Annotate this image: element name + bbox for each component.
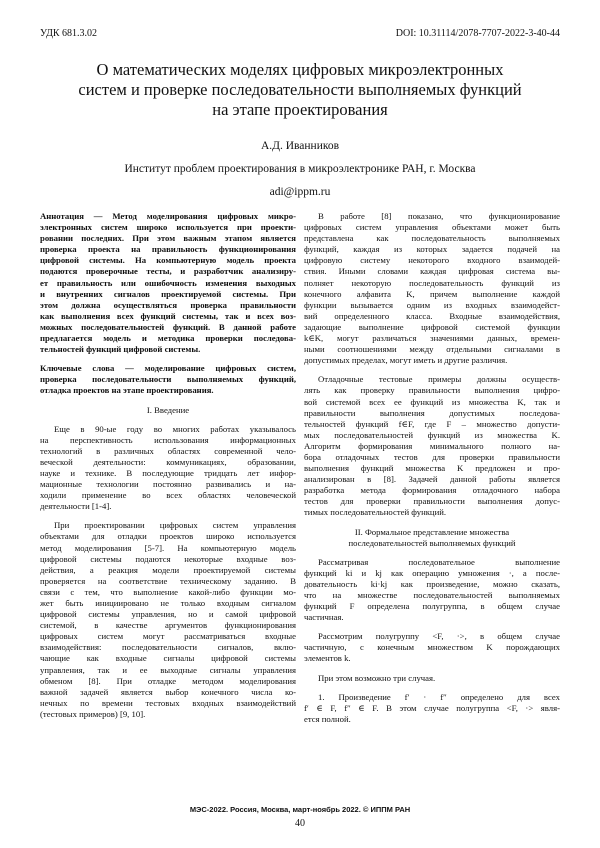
text-line: Рассматривая последовательное выполнение: [318, 556, 560, 567]
text-line: функций ki и kj как операцию умножения ·, а после-: [304, 567, 560, 578]
text-line: электронных систем широко используется при проекти-: [40, 222, 296, 233]
text-line: выполнения функций множества K предложен и про-: [304, 463, 560, 474]
text-line: обменом [8]. При отладке методом моделирования: [40, 675, 296, 686]
text-line: проверка проекта на правильность функционирования: [40, 244, 296, 255]
paragraph-gap: [40, 397, 296, 405]
text-line: тельностей функций f∈F, где F – множество допусти-: [304, 418, 560, 429]
udk-code: УДК 681.3.02: [40, 28, 98, 39]
section-heading: I. Введение: [146, 404, 190, 415]
text-line: системой, в качестве аргументов функционирования: [40, 620, 296, 631]
text-line: проверяется на соответствие техническому заданию. В: [40, 575, 296, 586]
text-line: вий определенного класса. Входные взаимодействия,: [304, 310, 560, 321]
text-line: цифровой системы подаются некоторые входные воз-: [40, 553, 296, 564]
text-line: на перспективность использования информационных: [40, 434, 296, 445]
author: А.Д. Иванников: [260, 140, 340, 152]
paragraph-gap: [40, 355, 296, 363]
text-line: допустимых пределах, могут иметь и другие различия.: [304, 355, 508, 366]
text-line: (тестовых примеров) [9, 10].: [40, 708, 146, 719]
text-line: довательность ki·kj как произведение, можно сказать,: [304, 578, 560, 589]
text-line: цифровых систем управления объектами может быть: [304, 222, 560, 233]
paragraph-gap: [40, 512, 296, 520]
paper-title: [40, 60, 560, 120]
text-line: элементов k.: [304, 653, 351, 664]
author-email[interactable]: adi@ippm.ru: [269, 186, 331, 198]
text-line: цифровой системы. На компьютерную модель проекта: [40, 255, 296, 266]
text-line: связи с тем, что выполнение какой-либо функции мо-: [40, 586, 296, 597]
paragraph-gap: [304, 549, 560, 557]
paragraph-gap: [304, 366, 560, 374]
text-line: мационные технологии постоянно развивались и на-: [40, 479, 296, 490]
text-line: ходили применение во всех областях человеческой: [40, 490, 296, 501]
text-line: проверка последовательности выполняемых функций,: [40, 374, 296, 385]
text-line: При этом возможно три случая.: [318, 672, 436, 683]
text-line: деятельности [1-4].: [40, 501, 112, 512]
doi: DOI: 10.31114/2078-7707-2022-3-40-44: [395, 28, 560, 39]
text-line: функций F определена полугруппа, в общем случае: [304, 601, 560, 612]
text-line: жет быть инициировано не только входным сигналом: [40, 598, 296, 608]
text-line: тимых последовательностей функций.: [304, 507, 447, 518]
text-line: ствия. Иными словами каждая цифровая система вы-: [304, 266, 560, 277]
text-line: что на множестве последовательностей выполняемых: [304, 590, 560, 600]
text-line: функции вызывается одним из входных взаимодейст-: [304, 299, 560, 310]
text-line: Рассмотрим полугруппу <F, ·>, в общем случае: [318, 631, 560, 642]
text-line: цифровых систем могут рассматриваться входные: [40, 631, 296, 642]
text-line: ными соотношениями между отдельными сигналами в: [304, 344, 560, 355]
text-line: Аннотация — Метод моделирования цифровых микро-: [40, 211, 296, 221]
text-line: Алгоритм формирования минимального полного на-: [304, 440, 560, 451]
text-line: разработка метода формирования отладочного набора: [304, 485, 560, 496]
text-line: В работе [8] показано, что функционирование: [318, 211, 560, 221]
institution: Институт проблем проектирования в микроэлектронике РАН, г. Москва: [124, 163, 476, 175]
text-line: важной задачей является выбор конечного числа ко-: [40, 686, 296, 697]
text-line: 1. Произведение f′ · f″ определено для всех: [318, 691, 560, 702]
text-line: науке и технике. В последующие тридцать лет инфор-: [40, 467, 296, 478]
text-line: k∈K, могут различаться значениями данных, времен-: [304, 333, 560, 344]
text-line: конечного алфавита K, причем выполнение каждой: [304, 288, 560, 299]
text-line: предлагается модель и методика проверки последова-: [40, 333, 296, 344]
text-line: лять как проверку правильности выполнения цифро-: [304, 385, 560, 396]
text-line: Отладочные тестовые примеры должны осуществ-: [318, 374, 560, 385]
text-line: мых последовательностей функций из множества K.: [304, 429, 560, 440]
title-line: систем и проверке последовательности выполняемых функций: [78, 80, 522, 99]
text-line: этом должна осуществляться проверка правильности: [40, 299, 296, 310]
text-line: тестов для проверки правильности выполнения допус-: [304, 496, 560, 507]
text-line: цифровой системы управления, но и самой цифровой: [40, 609, 296, 620]
text-line: нечных по времени тестовых входных взаимодействий: [40, 697, 296, 708]
paragraph-gap: [40, 416, 296, 424]
paragraph-gap: [304, 623, 560, 631]
page-number: 40: [295, 818, 305, 829]
text-line: можных последовательностей функций. В данной работе: [40, 321, 296, 332]
text-line: как выполнения всех функций системы, так и всех воз-: [40, 310, 296, 321]
conference-footer: МЭС-2022. Россия, Москва, март-ноябрь 2022. © ИППМ РАН: [189, 805, 411, 814]
text-line: представлена как последовательность выполняемых: [304, 233, 560, 244]
text-line: управления, так и ее выходные сигналы управления: [40, 664, 296, 675]
text-line: метод моделирования [5-7]. На компьютерную модель: [40, 542, 296, 553]
text-line: задающие выполнение цифровой системой функции: [304, 321, 560, 332]
paragraph-gap: [304, 519, 560, 527]
text-line: взаимодействия: последовательности сигналов, вклю-: [40, 642, 296, 653]
text-line: анализирован в [8]. Задачей данной работы является: [304, 474, 560, 485]
text-line: действия, а реакция модели проектируемой системы: [40, 564, 296, 575]
text-line: частичная.: [304, 612, 344, 623]
paragraph-gap: [304, 684, 560, 692]
text-line: подаются проверочные тесты, и разработчик анализиру-: [40, 266, 296, 277]
text-line: отладка проектов на этапе проектирования.: [40, 385, 214, 396]
text-line: правильности выполнения допустимых последова-: [304, 407, 560, 418]
title-line: на этапе проектирования: [212, 100, 388, 119]
text-line: объектами для отладки проектов широко используется: [40, 531, 296, 542]
text-line: технологий в различных областях современной чело-: [40, 445, 296, 456]
text-line: f′ ∈ F, f″ ∈ F. В этом случае полугруппа <F, ·> явля-: [304, 702, 560, 713]
text-line: вой системой всех ее функций из множества K, так и: [304, 396, 560, 407]
left-column: [40, 211, 296, 720]
text-line: Еще в 90-ые году во многих работах указывалось: [54, 423, 296, 434]
paragraph-gap: [304, 665, 560, 673]
text-line: частичную, с конечным множеством K порождающих: [304, 642, 560, 653]
text-line: ется полной.: [304, 713, 351, 724]
text-line: функций, каждая из которых задается подачей на: [304, 244, 560, 255]
section-heading: II. Формальное представление множества: [354, 526, 510, 537]
right-column: [304, 211, 560, 725]
text-line: Ключевые слова — моделирование цифровых систем,: [40, 363, 296, 374]
text-line: чающие как входные сигналы цифровой системы: [40, 653, 296, 664]
text-line: и внутренних сигналов проектируемой системы. При: [40, 288, 296, 299]
text-line: бора отладочных тестов для проверки правильности: [304, 451, 560, 462]
title-line: О математических моделях цифровых микроэлектронных: [96, 60, 504, 79]
text-line: полняет некоторую последовательность функций из: [304, 277, 560, 288]
text-line: веческой деятельности: коммуникациях, образовании,: [40, 456, 296, 467]
text-line: ет правильность или ошибочность изменения выходных: [40, 277, 296, 288]
text-line: цифровую систему некоторого входного взаимодей-: [304, 255, 560, 266]
text-line: При проектировании цифровых систем управления: [54, 520, 296, 531]
text-line: тельностей функций цифровой системы.: [40, 344, 201, 355]
text-line: ровании последних. При этом важным этапом является: [40, 233, 296, 244]
section-heading: последовательностей выполняемых функций: [348, 537, 516, 548]
